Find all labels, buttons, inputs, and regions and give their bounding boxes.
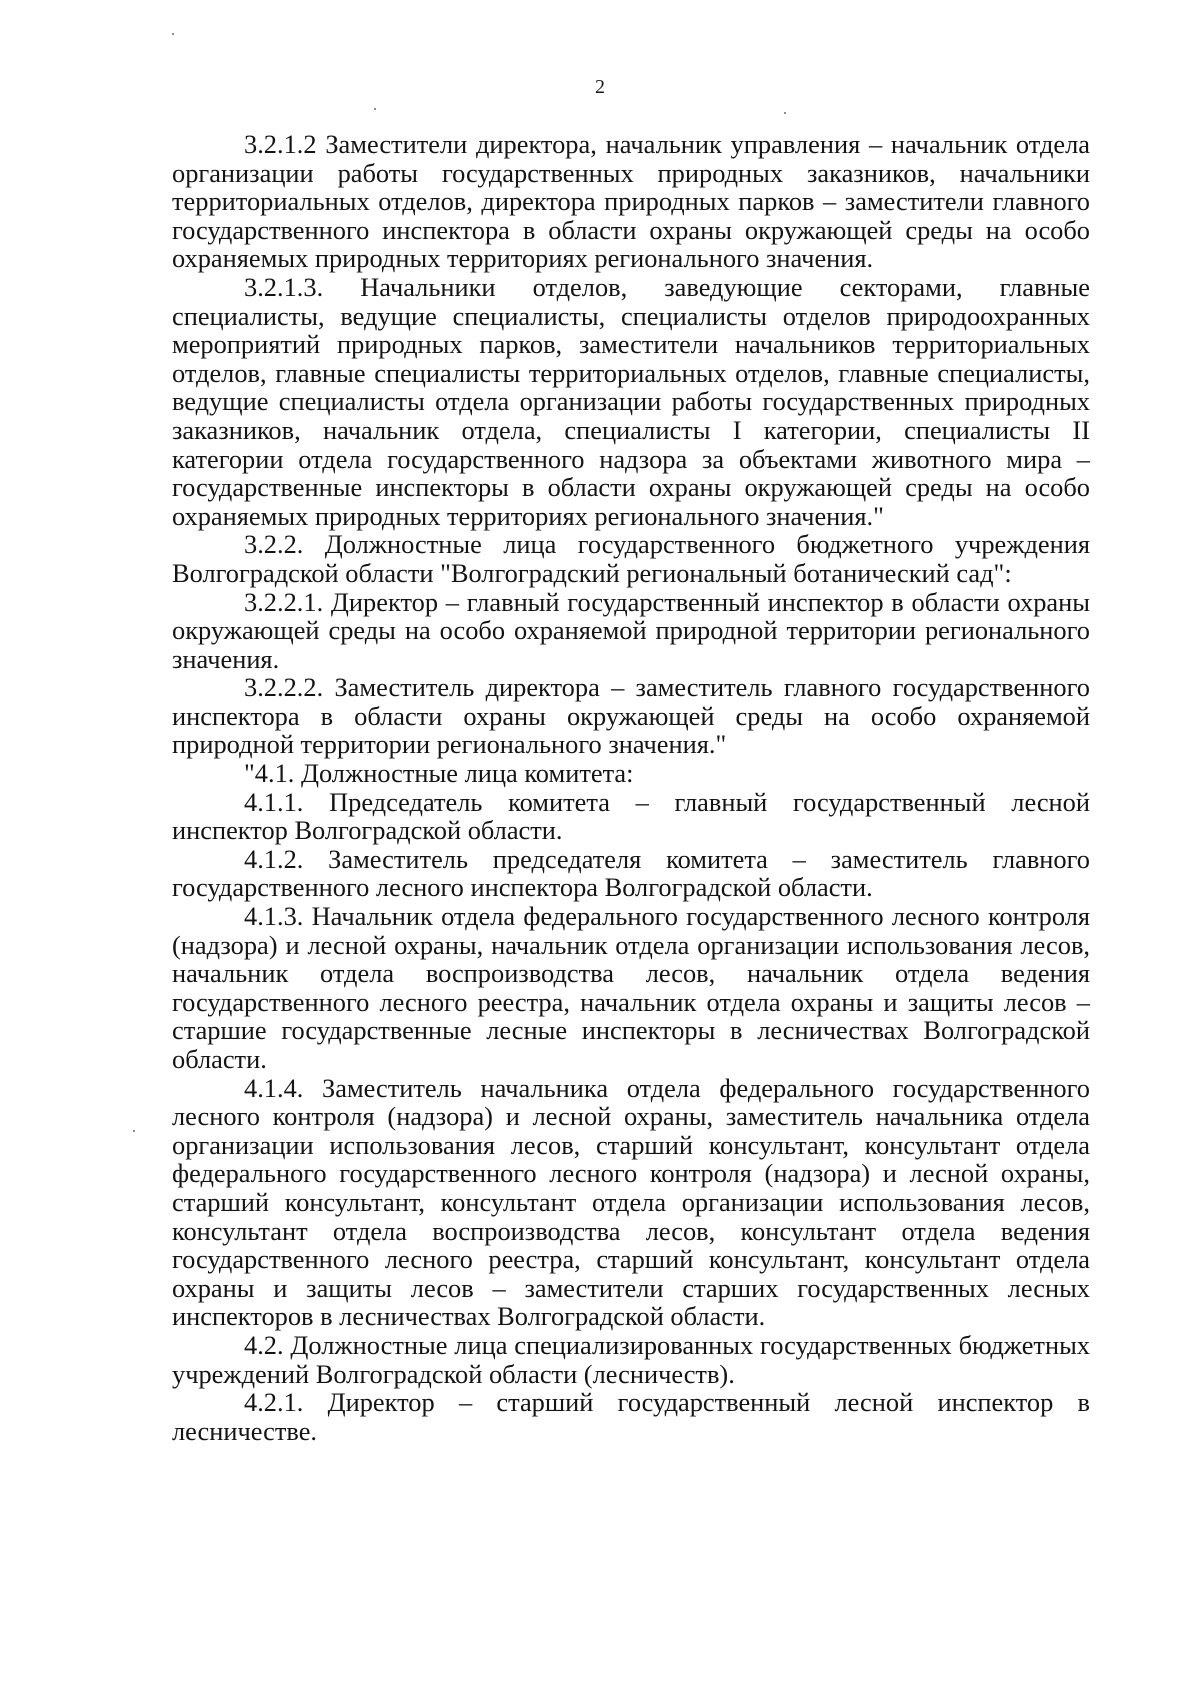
scan-speck [172,33,174,35]
paragraph-3-2-2-1: 3.2.2.1. Директор – главный государственный инспектор в области охраны окружающей среды на особо охраняемой природной территории регионального значения. [172,586,1090,674]
paragraph-3-2-2: 3.2.2. Должностные лица государственного бюджетного учреждения Волгоградской области "Волгоградский региональный ботанический сад": [172,529,1090,588]
paragraph-4-2-1: 4.2.1. Директор – старший государственный лесной инспектор в лесничестве. [172,1387,1090,1446]
scan-speck [133,1130,135,1132]
paragraph-4-1-2: 4.1.2. Заместитель председателя комитета – заместитель главного государственного лесного инспектора Волгоградской области. [172,843,1090,903]
document-body [172,130,1090,1445]
paragraph-4-1: "4.1. Должностные лица комитета: [244,758,634,789]
page-number: 2 [595,76,605,98]
scan-speck [374,108,376,110]
paragraph-3-2-1-2: 3.2.1.2 Заместители директора, начальник управления – начальник отдела организации работы государственных природных заказников, начальники территориальных отделов, директора природных парков – заместители главного государственного инспектора в области охраны окружающей среды на особо охраняемых природных территориях регионального значения. [172,129,1090,274]
paragraph-3-2-1-3: 3.2.1.3. Начальники отделов, заведующие секторами, главные специалисты, ведущие специалисты, специалисты отделов природоохранных мероприятий природных парков, заместители начальников территориальных отделов, главные специалисты территориальных отделов, главные специалисты, ведущие специалисты отдела организации работы государственных природных заказников, начальник отдела, специалисты I категории, специалисты II категории отдела государственного надзора за объектами животного мира – государственные инспекторы в области охраны окружающей среды на особо охраняемых природных территориях регионального значения." [172,271,1090,531]
paragraph-4-1-1: 4.1.1. Председатель комитета – главный государственный лесной инспектор Волгоградской области. [172,786,1090,846]
paragraph-4-2: 4.2. Должностные лица специализированных государственных бюджетных учреждений Волгоградской области (лесничеств). [172,1329,1090,1389]
paragraph-4-1-3: 4.1.3. Начальник отдела федерального государственного лесного контроля (надзора) и лесной охраны, начальник отдела организации использования лесов, начальник отдела воспроизводства лесов, начальник отдела ведения государственного лесного реестра, начальник отдела охраны и защиты лесов – старшие государственные лесные инспекторы в лесничествах Волгоградской области. [172,901,1090,1074]
scan-speck [784,112,786,114]
paragraph-3-2-2-2: 3.2.2.2. Заместитель директора – заместитель главного государственного инспектора в области охраны окружающей среды на особо охраняемой природной территории регионального значения." [172,672,1090,760]
paragraph-4-1-4: 4.1.4. Заместитель начальника отдела федерального государственного лесного контроля (надзора) и лесной охраны, заместитель начальника отдела организации использования лесов, старший консультант, консультант отдела федерального государственного лесного контроля (надзора) и лесной охраны, старший консультант, консультант отдела организации использования лесов, консультант отдела воспроизводства лесов, консультант отдела ведения государственного лесного реестра, старший консультант, консультант отдела охраны и защиты лесов – заместители старших государственных лесных инспекторов в лесничествах Волгоградской области. [172,1072,1090,1332]
